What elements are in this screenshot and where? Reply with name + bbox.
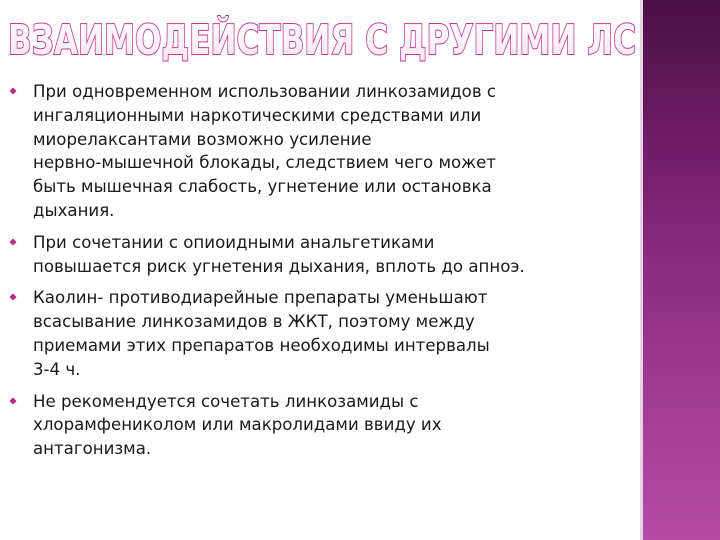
bullet-item-opioids xyxy=(10,231,630,279)
bullet-marker-icon xyxy=(9,238,16,245)
bullet-marker-icon xyxy=(9,397,16,404)
bullet-line: ингаляционными наркотическими средствами или xyxy=(33,105,482,125)
bullet-marker-icon xyxy=(9,294,16,301)
bullet-text xyxy=(33,286,630,381)
bullet-line: нервно-мышечной блокады, следствием чего может xyxy=(33,153,496,173)
bullet-item-anesthetics xyxy=(10,80,630,223)
bullet-item-kaolin xyxy=(10,286,630,381)
bullet-line: При сочетании с опиоидными анальгетиками xyxy=(33,232,435,252)
bullet-line: всасывание линкозамидов в ЖКТ, поэтому между xyxy=(33,312,475,332)
bullet-list xyxy=(10,80,630,461)
bullet-item-antagonism xyxy=(10,390,630,461)
slide-content xyxy=(10,80,630,469)
bullet-line: повышается риск угнетения дыхания, вплоть до апноэ. xyxy=(33,256,525,276)
bullet-text xyxy=(33,231,630,279)
bullet-line: миорелаксантами возможно усиление xyxy=(33,129,372,149)
bullet-line: приемами этих препаратов необходимы интервалы xyxy=(33,335,490,355)
bullet-line: дыхания. xyxy=(33,200,115,220)
bullet-text xyxy=(33,390,630,461)
decorative-side-bar xyxy=(643,0,720,540)
bullet-line: антагонизма. xyxy=(33,439,152,459)
slide-title-text: ВЗАИМОДЕЙСТВИЯ С ДРУГИМИ ЛС xyxy=(8,16,636,62)
bullet-line: При одновременном использовании линкозамидов с xyxy=(33,82,497,101)
slide-title-graphic xyxy=(6,12,646,62)
bullet-line: 3-4 ч. xyxy=(33,359,81,379)
bullet-line: быть мышечная слабость, угнетение или остановка xyxy=(33,177,492,197)
bullet-text xyxy=(33,80,630,223)
bullet-line: Каолин- противодиарейные препараты уменьшают xyxy=(33,288,488,308)
bullet-line: хлорамфениколом или макролидами ввиду их xyxy=(33,415,442,435)
bullet-marker-icon xyxy=(9,87,16,94)
bullet-line: Не рекомендуется сочетать линкозамиды с xyxy=(33,391,419,411)
slide-title xyxy=(6,12,646,62)
